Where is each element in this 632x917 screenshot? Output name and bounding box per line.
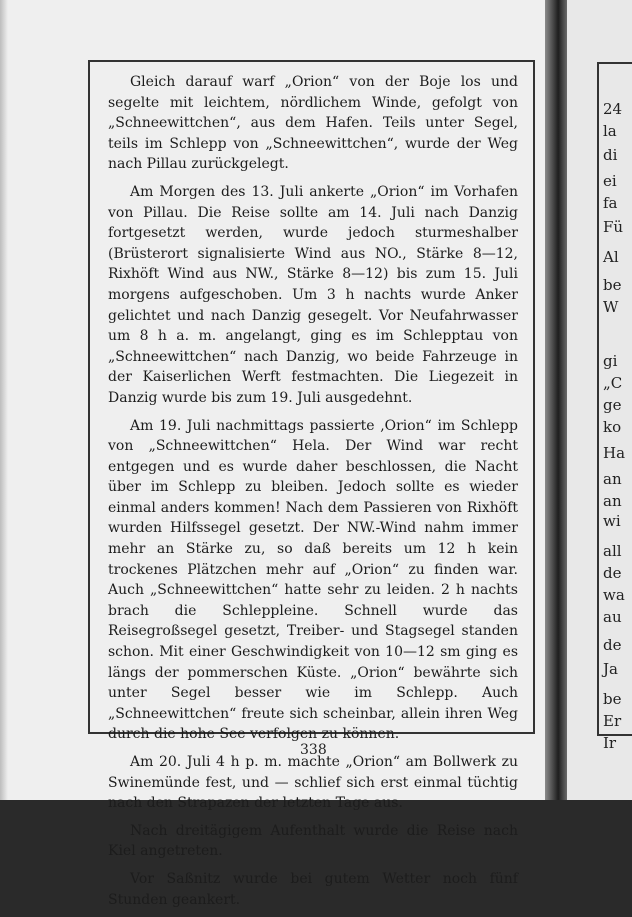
paragraph: Vor Saßnitz wurde bei gutem Wetter noch fünf Stunden geankert.: [108, 870, 518, 908]
page-body: [108, 72, 518, 917]
paragraph: Nach dreitägigem Aufenthalt wurde die Reise nach Kiel angetreten.: [108, 822, 518, 860]
page-number: 338: [300, 742, 327, 758]
right-page-fragment: all: [603, 542, 622, 560]
right-page-fragment: fa: [603, 194, 618, 212]
right-page-fragment: 24: [603, 100, 623, 118]
right-page-fragment: Ir: [603, 734, 617, 752]
right-page-fragment: wa: [603, 586, 625, 604]
right-page-fragment: di: [603, 146, 618, 164]
paragraph: Am Morgen des 13. Juli ankerte „Orion“ im Vorhafen von Pillau. Die Reise sollte am 14. Juli nach Danzig fortgesetzt werden, wurde jedoch sturmeshalber (Brüsterort signalisierte Wind aus NO., Stärke 8—12, Rixhöft Wind aus NW., Stärke 8—12) bis zum 15. Juli morgens aufgeschoben. Um 3 h nachts wurde Anker gelichtet und nach Danzig gesegelt. Vor Neufahrwasser um 8 h a. m. angelangt, ging es im Schlepptau von „Schneewittchen“ nach Danzig, wo beide Fahrzeuge in der Kaiserlichen Werft festmachten. Die Liegezeit in Danzig wurde bis zum 19. Juli ausgedehnt.: [108, 183, 518, 406]
book-gutter: [545, 0, 567, 800]
right-page-fragment: gi: [603, 352, 618, 370]
right-page-fragment: ge: [603, 396, 622, 414]
right-page-fragment: Ja: [603, 660, 618, 678]
right-page-fragment: de: [603, 636, 622, 654]
right-page-fragment: W: [603, 298, 619, 316]
right-page-fragment: Ha: [603, 444, 626, 462]
right-page: [567, 0, 632, 800]
right-page-fragment: „C: [603, 374, 623, 392]
right-page-fragment: an: [603, 492, 622, 510]
paragraph: Am 19. Juli nachmittags passierte ‚Orion“ im Schlepp von „Schneewittchen“ Hela. Der Wind war recht entgegen und es wurde daher beschlossen, die Nacht über im Schlepp zu bleiben. Jedoch sollte es wieder einmal anders kommen! Nach dem Passieren von Rixhöft wurden Hilfssegel gesetzt. Der NW.-Wind nahm immer mehr an Stärke zu, so daß bereits um 12 h kein trockenes Plätzchen mehr auf „Orion“ zu finden war. Auch „Schneewittchen“ hatte sehr zu leiden. 2 h nachts brach die Schleppleine. Schnell wurde das Reisegroßsegel gesetzt, Treiber- und Stagsegel standen schon. Mit einer Geschwindigkeit von 10—12 sm ging es längs der pommerschen Küste. „Orion“ bewährte sich unter Segel besser wie im Schlepp. Auch „Schneewittchen“ freute sich scheinbar, allein ihren Weg durch die hohe See verfolgen zu können.: [108, 417, 518, 743]
right-page-fragment: la: [603, 122, 617, 140]
right-page-fragment: be: [603, 690, 622, 708]
right-page-fragment: Al: [603, 248, 619, 266]
right-page-fragment: wi: [603, 512, 621, 530]
right-page-fragment: de: [603, 564, 622, 582]
right-page-fragment: be: [603, 276, 622, 294]
paragraph: Am 20. Juli 4 h p. m. machte „Orion“ am Bollwerk zu Swinemünde fest, und — schlief sich erst einmal tüchtig nach den Strapazen der letzten Tage aus.: [108, 754, 518, 812]
paragraph: Gleich darauf warf „Orion“ von der Boje los und segelte mit leichtem, nördlichem Winde, gefolgt von „Schneewittchen“, aus dem Hafen. Teils unter Segel, teils im Schlepp von „Schneewittchen“, wurde der Weg nach Pillau zurückgelegt.: [108, 74, 518, 173]
right-page-fragment: an: [603, 470, 622, 488]
right-page-fragment: Fü: [603, 218, 624, 236]
right-page-fragment: au: [603, 608, 622, 626]
right-page-fragment: ko: [603, 418, 622, 436]
right-page-fragment: Er: [603, 712, 622, 730]
scan-edge-shadow: [0, 0, 8, 800]
right-page-fragment: ei: [603, 172, 617, 190]
